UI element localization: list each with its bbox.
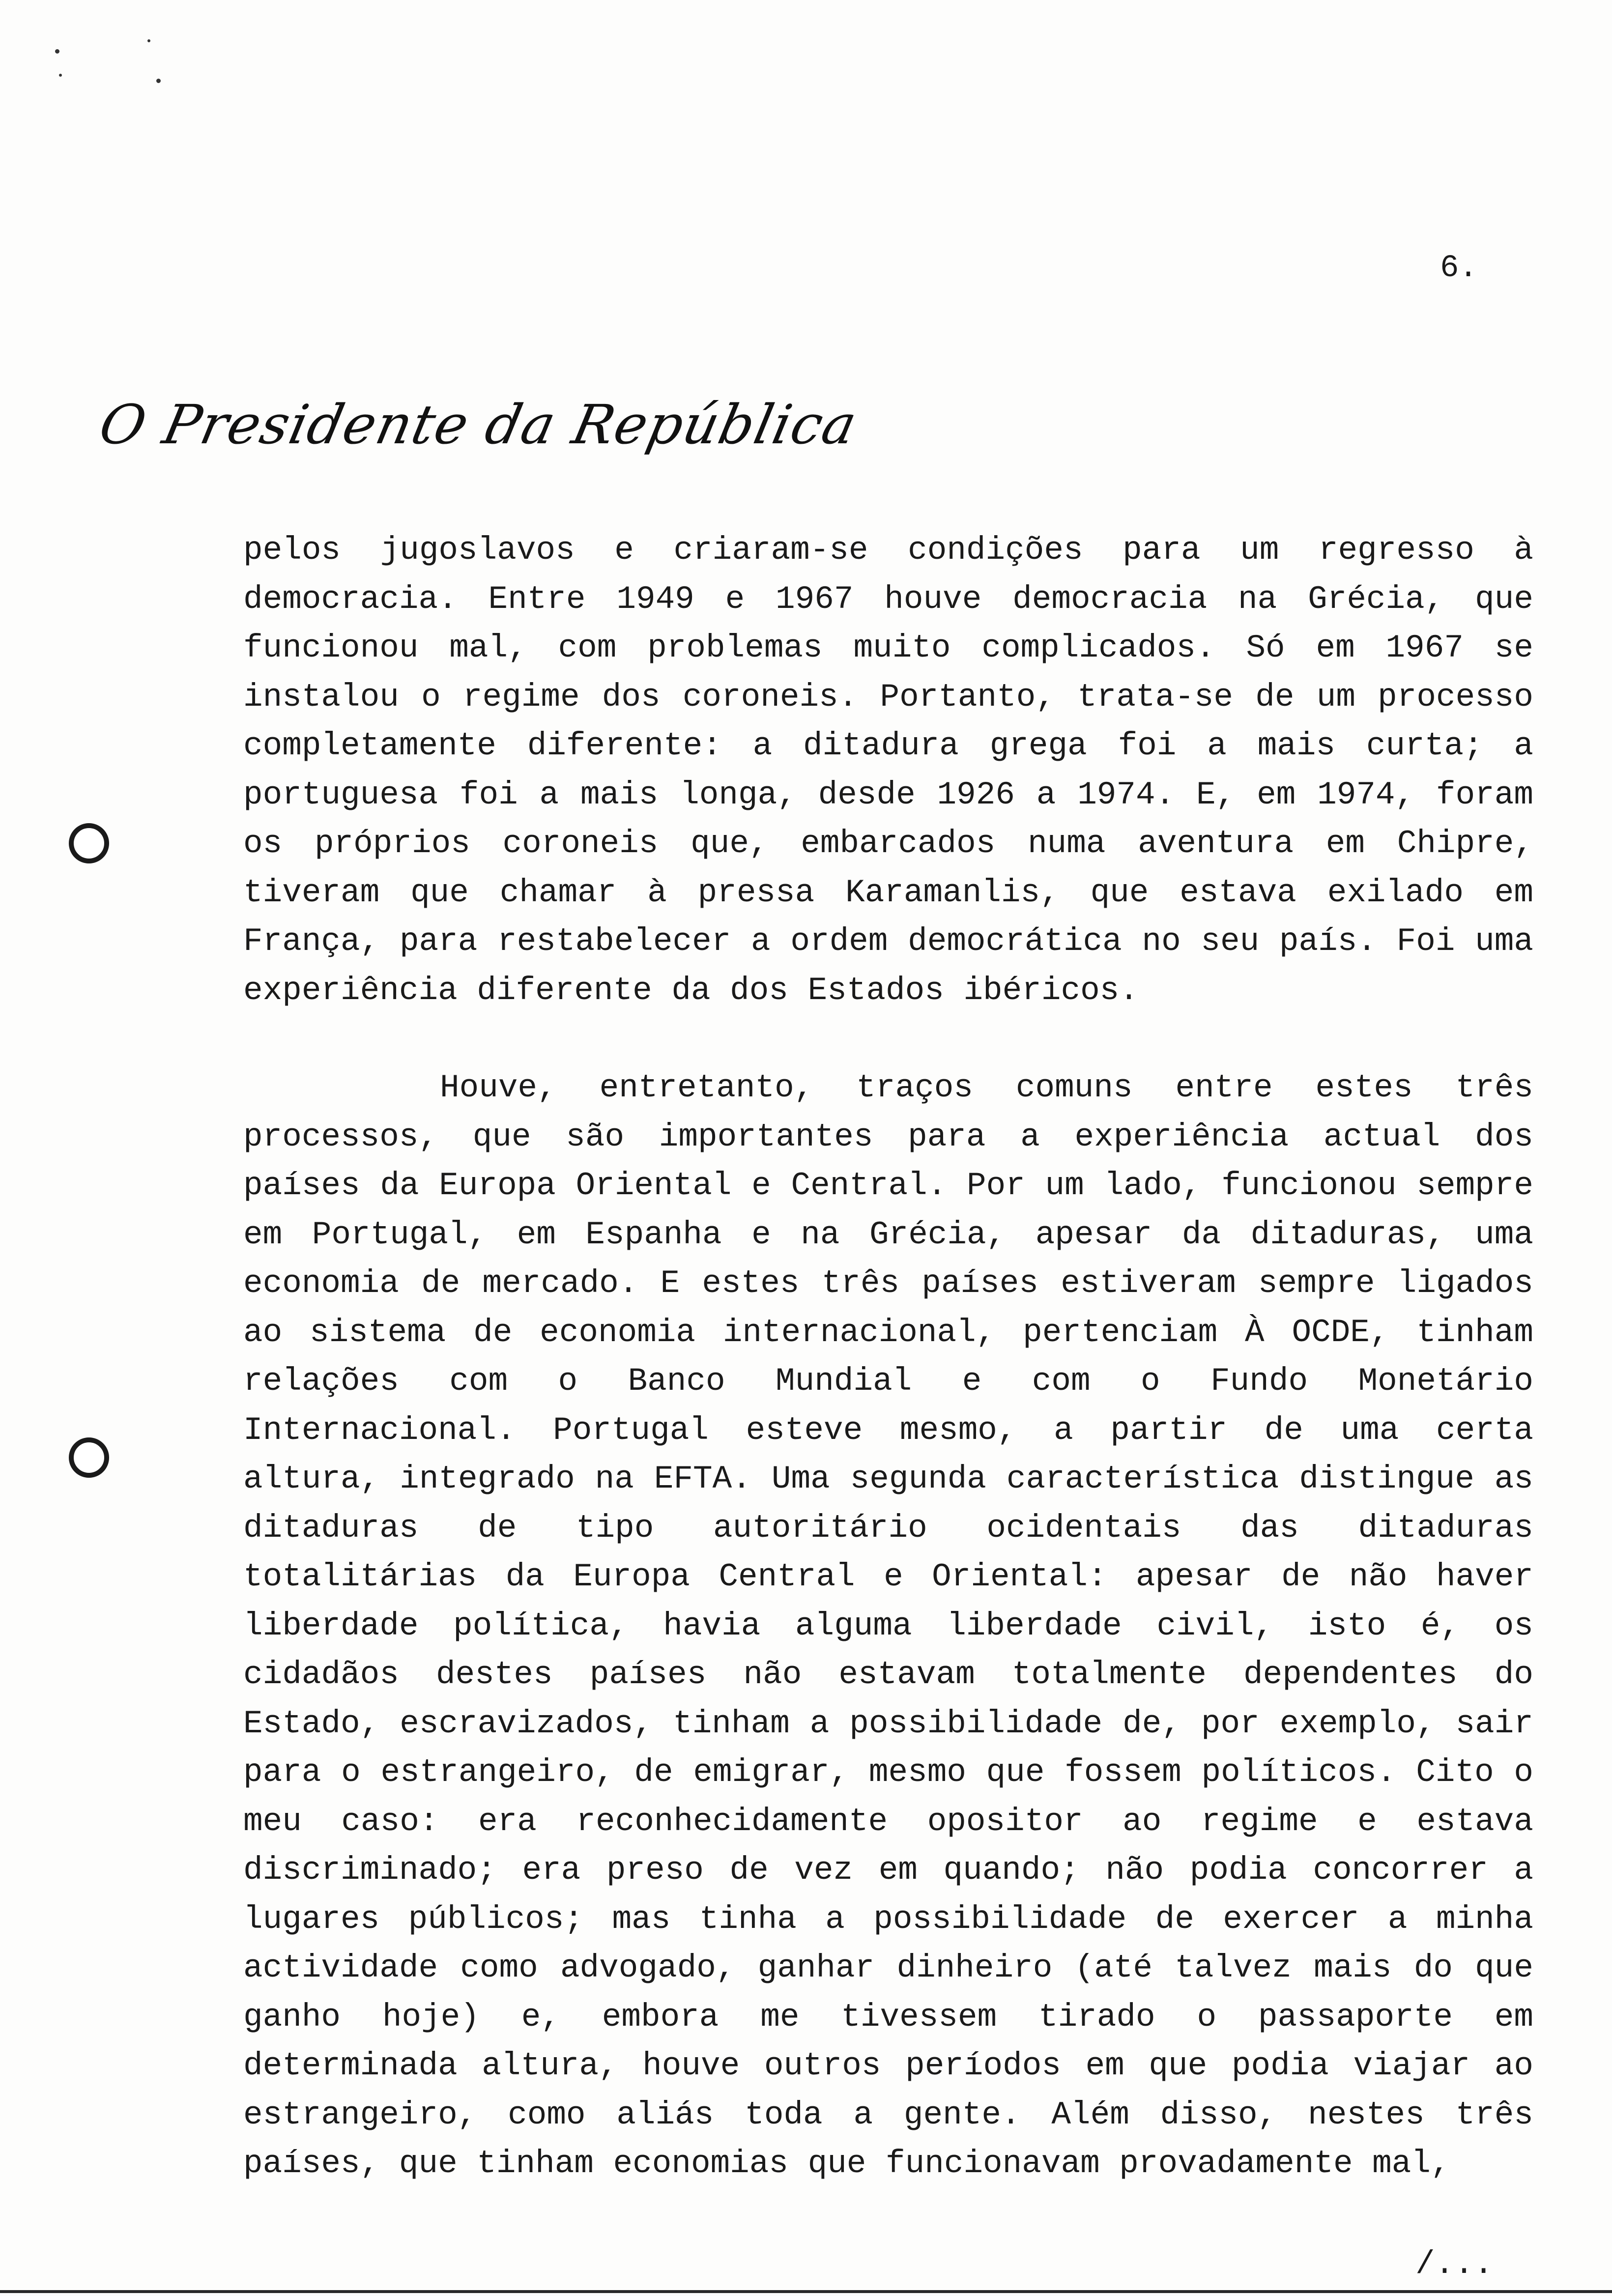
paragraph: pelos jugoslavos e criaram-se condições para um regresso à democracia. Entre 1949 e 1967 houve democracia na Grécia, que funcionou mal, com problemas muito complicados. Só em 1967 se instalou o regime dos coroneis. Portanto, trata-se de um processo completamente diferente: a ditadura grega foi a mais curta; a portuguesa foi a mais longa, desde 1926 a 1974. E, em 1974, foram os próprios coroneis que, embarcados numa aventura em Chipre, tiveram que chamar à pressa Karamanlis, que estava exilado em França, para restabelecer a ordem democrática no seu país. Foi uma experiência diferente da dos Estados ibéricos. bbox=[243, 532, 1533, 1009]
letterhead: O Presidente da República bbox=[94, 393, 863, 456]
scan-speck bbox=[55, 49, 59, 54]
scan-edge-line bbox=[0, 2290, 1612, 2293]
page-number: 6. bbox=[1440, 251, 1478, 286]
punch-hole bbox=[69, 1437, 109, 1478]
scan-speck bbox=[147, 39, 150, 42]
paragraph: Houve, entretanto, traços comuns entre estes três processos, que são importantes para a experiência actual dos países da Europa Oriental e Central. Por um lado, funcionou sempre em Portugal, em Espanha e na Grécia, apesar da ditaduras, uma economia de mercado. E estes três países estiveram sempre ligados ao sistema de economia internacional, pertenciam À OCDE, tinham relações com o Banco Mundial e com o Fundo Monetário Internacional. Portugal esteve mesmo, a partir de uma certa altura, integrado na EFTA. Uma segunda característica distingue as ditaduras de tipo autoritário ocidentais das ditaduras totalitárias da Europa Central e Oriental: apesar de não haver liberdade política, havia alguma liberdade civil, isto é, os cidadãos destes países não estavam totalmente dependentes do Estado, escravizados, tinham a possibilidade de, por exemplo, sair para o estrangeiro, de emigrar, mesmo que fossem políticos. Cito o meu caso: era reconhecidamente opositor ao regime e estava discriminado; era preso de vez em quando; não podia concorrer a lugares públicos; mas tinha a possibilidade de exercer a minha actividade como advogado, ganhar dinheiro (até talvez mais do que ganho hoje) e, embora me tivessem tirado o passaporte em determinada altura, houve outros períodos em que podia viajar ao estrangeiro, como aliás toda a gente. Além disso, nestes três países, que tinham economias que funcionavam provadamente mal, bbox=[243, 1069, 1533, 2182]
scan-speck bbox=[156, 79, 161, 83]
scan-speck bbox=[59, 74, 62, 77]
continuation-mark: /... bbox=[1415, 2246, 1494, 2283]
body-text bbox=[243, 526, 1533, 2188]
punch-hole bbox=[69, 823, 109, 863]
